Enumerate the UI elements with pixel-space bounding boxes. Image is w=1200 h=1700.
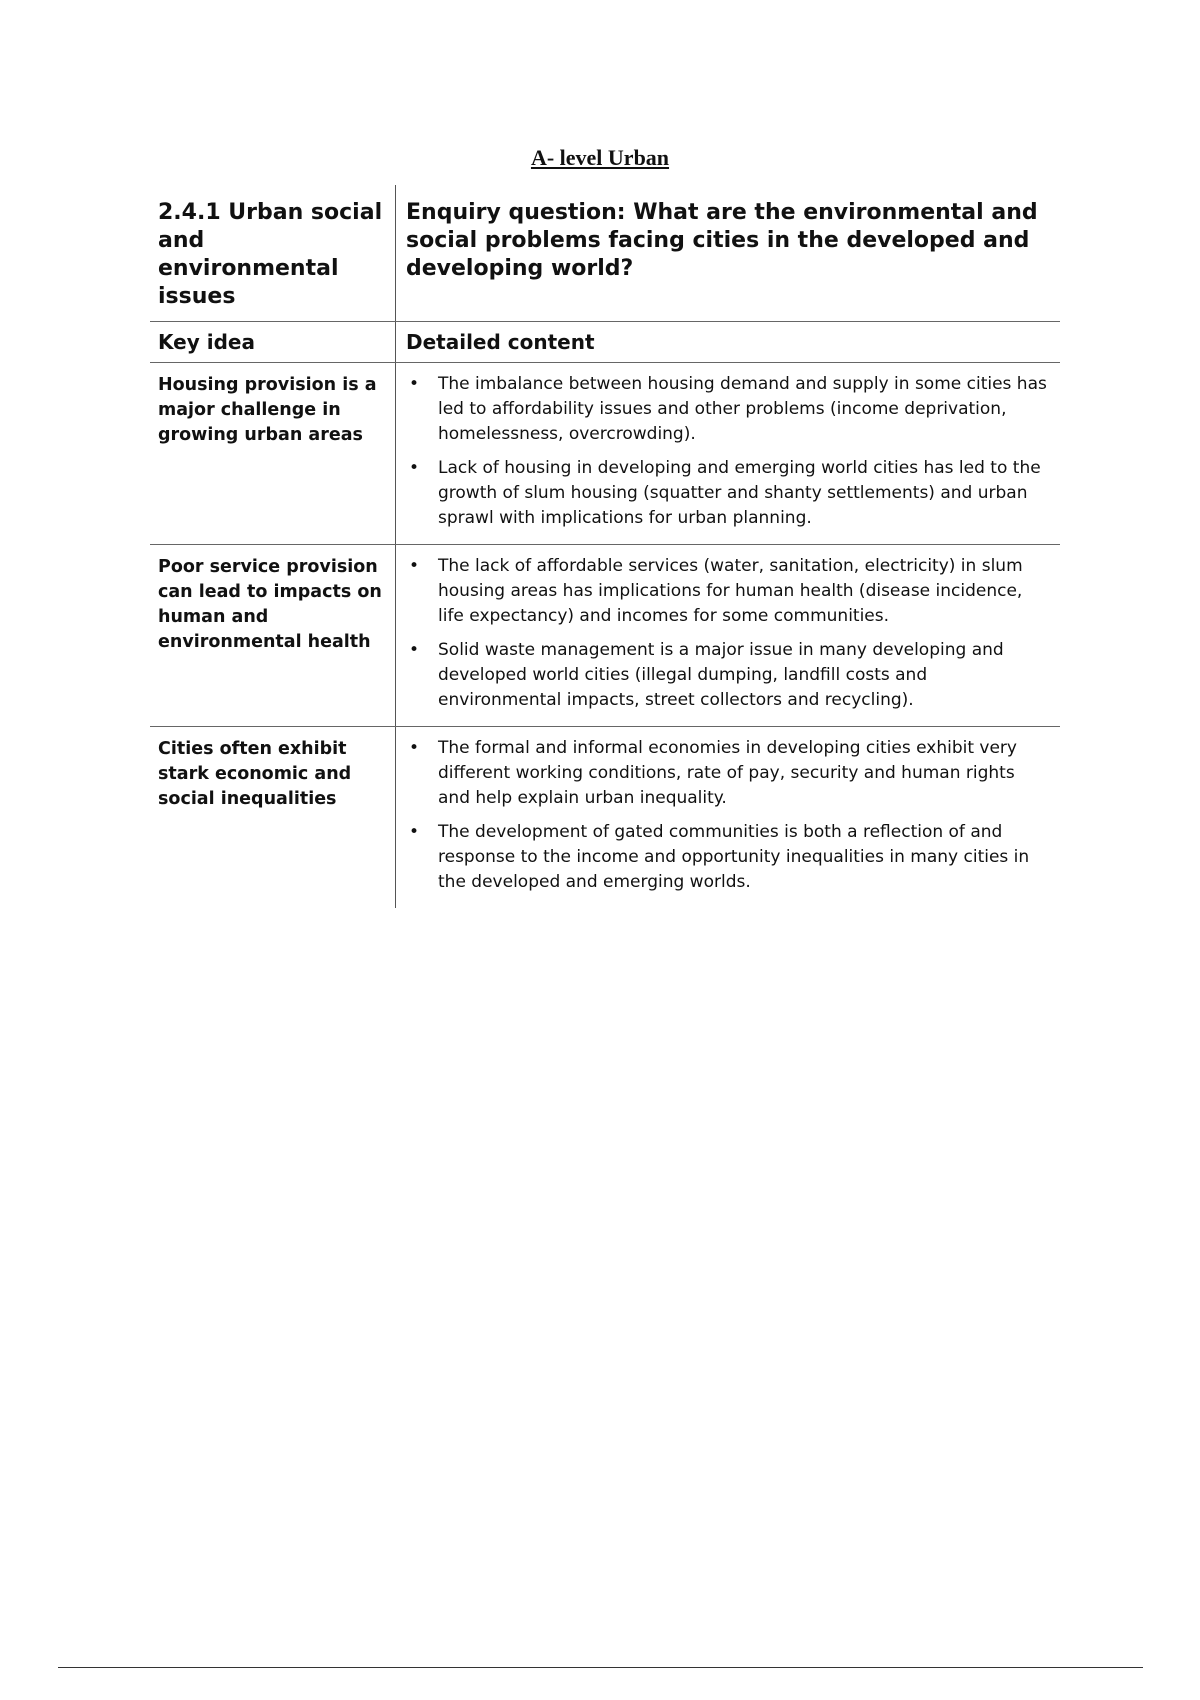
bullet-text: The formal and informal economies in developing cities exhibit very different working conditions, rate of pay, security and human rights and help explain urban inequality. [438,738,1017,808]
table-title-row [150,185,1060,322]
bullet-item [406,456,1052,531]
key-idea-cell [150,545,396,726]
bullet-item [406,638,1052,713]
table-row [150,545,1060,727]
table-row [150,727,1060,908]
document-title: A- level Urban [530,145,670,170]
bullet-marker: • [409,640,420,660]
topic-cell [150,185,396,321]
bullet-text: The development of gated communities is both a reflection of and response to the income and opportunity inequalities in many cities in the developed and emerging worlds. [438,822,1030,892]
bullet-item [406,372,1052,447]
key-idea-cell [150,727,396,908]
key-idea-text: Housing provision is a major challenge in growing urban areas [158,375,377,445]
bullet-marker: • [409,822,420,842]
enquiry-cell [396,185,1060,321]
table-row [150,363,1060,545]
key-idea-text: Cities often exhibit stark economic and social inequalities [158,739,352,809]
table-header-row [150,322,1060,363]
bullet-list [406,727,1052,908]
detailed-content-cell [396,727,1060,908]
key-idea-header-cell [150,322,396,362]
bullet-text: The lack of affordable services (water, sanitation, electricity) in slum housing areas has implications for human health (disease incidence, life expectancy) and incomes for some communities. [438,556,1023,626]
bullet-marker: • [409,738,420,758]
detailed-content-header: Detailed content [406,330,595,354]
key-idea-text: Poor service provision can lead to impacts on human and environmental health [158,557,382,652]
bullet-item [406,736,1052,811]
bullet-item [406,554,1052,629]
bullet-item [406,820,1052,895]
bullet-marker: • [409,458,420,478]
bullet-list [406,545,1052,726]
bullet-text: The imbalance between housing demand and supply in some cities has led to affordability issues and other problems (income deprivation, homelessness, overcrowding). [438,374,1047,444]
key-idea-header: Key idea [158,330,255,354]
key-idea-cell [150,363,396,544]
bullet-marker: • [409,374,420,394]
bullet-list [406,363,1052,544]
topic-title: 2.4.1 Urban social and environmental issues [158,200,383,309]
detailed-content-cell [396,363,1060,544]
specification-table [150,185,1060,908]
bullet-text: Solid waste management is a major issue in many developing and developed world cities (illegal dumping, landfill costs and environmental impacts, street collectors and recycling). [438,640,1004,710]
detailed-content-cell [396,545,1060,726]
detailed-content-header-cell [396,322,1060,362]
bullet-marker: • [409,556,420,576]
bullet-text: Lack of housing in developing and emerging world cities has led to the growth of slum housing (squatter and shanty settlements) and urban sprawl with implications for urban planning. [438,458,1041,528]
footer-divider [58,1667,1143,1668]
enquiry-question: Enquiry question: What are the environmental and social problems facing cities in the developed and developing world? [406,200,1038,281]
